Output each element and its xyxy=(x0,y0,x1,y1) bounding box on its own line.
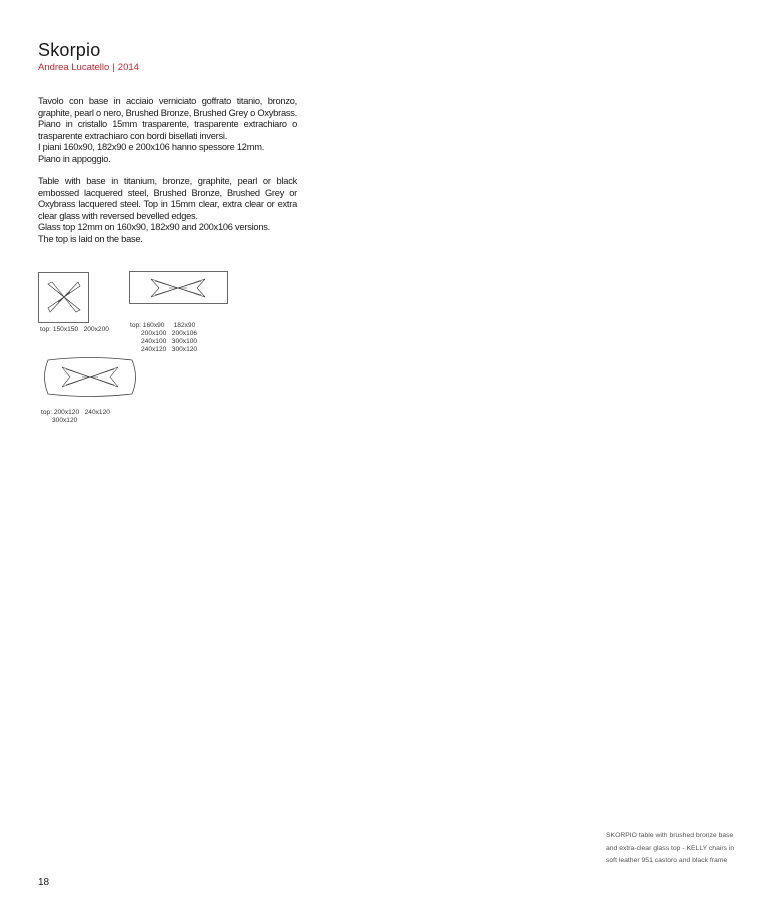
shaped-table-drawing xyxy=(40,356,140,398)
description-paragraph: Piano in appoggio. xyxy=(38,153,111,164)
photo-caption: SKORPIO table with brushed bronze base and extra-clear glass top - KELLY chairs in soft leather 951 castoro and black frame xyxy=(606,832,735,864)
description-english xyxy=(38,176,297,246)
rectangular-sizes-caption xyxy=(130,314,197,354)
caption-line: 240x120 300x120 xyxy=(130,346,198,353)
description-paragraph: I piani 160x90, 182x90 e 200x106 hanno spessore 12mm. xyxy=(38,142,265,153)
caption-line: 300x120 xyxy=(41,417,78,424)
designer-line xyxy=(38,62,139,73)
designer-name: Andrea Lucatello xyxy=(38,62,110,73)
description-italian xyxy=(38,96,297,166)
description-paragraph: The top is laid on the base. xyxy=(38,233,143,244)
caption-line: top: 200x120 240x120 xyxy=(41,409,110,416)
page-number: 18 xyxy=(38,877,50,888)
description-paragraph: Tavolo con base in acciaio verniciato goffrato titanio, bronzo, graphite, pearl o nero, Brushed Bronze, Brushed Grey o Oxybrass. Piano in cristallo 15mm trasparente, trasparente extrachiaro o trasparente extrachiaro con bordi bisellati inversi. xyxy=(38,96,297,141)
description-paragraph: Table with base in titanium, bronze, graphite, pearl or black embossed lacquered steel, Brushed Bronze, Brushed Grey or Oxybrass lacquered steel. Top in 15mm clear, extra clear or extra clear glass with reversed bevelled edges. xyxy=(38,176,297,221)
caption-line: top: 160x90 182x90 xyxy=(130,322,196,329)
product-title: Skorpio xyxy=(38,40,101,60)
square-table-drawing xyxy=(38,272,90,324)
rectangular-table-drawing xyxy=(129,271,229,305)
description-paragraph: Glass top 12mm on 160x90, 182x90 and 200x106 versions. xyxy=(38,222,270,233)
shaped-sizes-caption xyxy=(41,401,110,425)
square-sizes-caption: top: 150x150 200x200 xyxy=(40,326,109,333)
separator: | xyxy=(112,62,115,73)
caption-line: 240x100 300x100 xyxy=(130,338,198,345)
caption-line: 200x100 200x106 xyxy=(130,330,198,337)
design-year: 2014 xyxy=(117,62,139,73)
